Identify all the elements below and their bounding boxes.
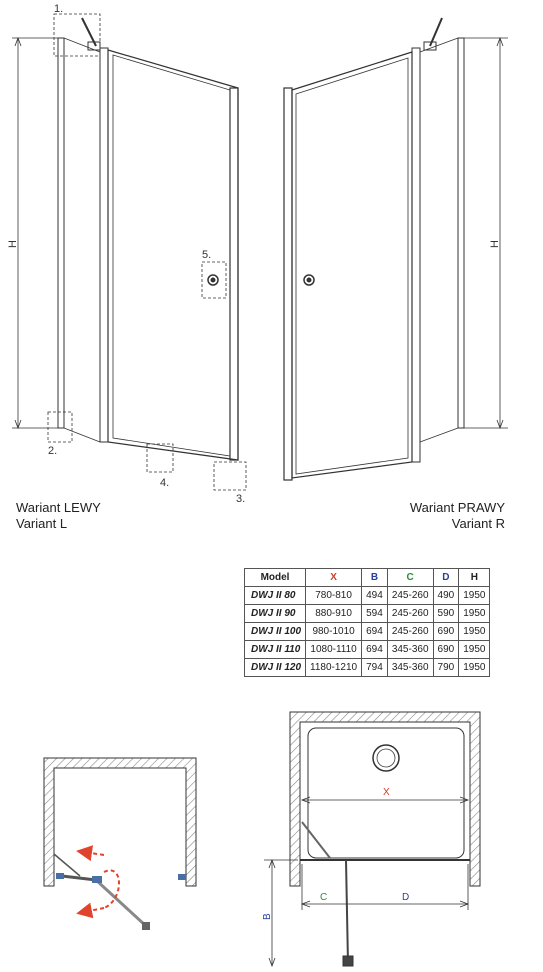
cell-model: DWJ II 110 — [245, 641, 306, 659]
cell-b: 694 — [362, 623, 388, 641]
dim-b: B — [262, 913, 273, 920]
table-row — [245, 641, 490, 659]
cell-x: 880-910 — [306, 605, 362, 623]
cell-h: 1950 — [459, 659, 490, 677]
left-variant-line1: Wariant LEWY — [16, 500, 101, 515]
callout-2: 2. — [48, 445, 58, 457]
cell-b: 694 — [362, 641, 388, 659]
cell-d: 490 — [433, 587, 459, 605]
dimensions-table — [244, 568, 490, 677]
cell-d: 690 — [433, 623, 459, 641]
cell-model: DWJ II 100 — [245, 623, 306, 641]
table-row — [245, 623, 490, 641]
cell-c: 245-260 — [387, 623, 433, 641]
header-b: B — [362, 569, 388, 587]
callout-3: 3. — [236, 493, 246, 505]
right-variant-line1: Wariant PRAWY — [409, 500, 505, 515]
cell-x: 1180-1210 — [306, 659, 362, 677]
cell-c: 245-260 — [387, 605, 433, 623]
dim-h-left: H — [7, 240, 19, 248]
left-variant-label — [16, 500, 101, 532]
dim-c: C — [320, 892, 328, 903]
cell-x: 980-1010 — [306, 623, 362, 641]
cell-h: 1950 — [459, 587, 490, 605]
header-c: C — [387, 569, 433, 587]
callout-4: 4. — [160, 477, 170, 489]
cell-model: DWJ II 80 — [245, 587, 306, 605]
cell-h: 1950 — [459, 623, 490, 641]
cell-b: 494 — [362, 587, 388, 605]
cell-x: 780-810 — [306, 587, 362, 605]
cell-h: 1950 — [459, 605, 490, 623]
cell-h: 1950 — [459, 641, 490, 659]
left-variant-line2: Variant L — [16, 516, 68, 531]
header-model: Model — [245, 569, 306, 587]
cell-d: 790 — [433, 659, 459, 677]
cell-c: 345-360 — [387, 641, 433, 659]
plan-swing-drawing — [44, 758, 196, 930]
cell-model: DWJ II 90 — [245, 605, 306, 623]
table-row — [245, 587, 490, 605]
dim-h-right: H — [489, 240, 501, 248]
cell-model: DWJ II 120 — [245, 659, 306, 677]
dim-d: D — [402, 892, 410, 903]
callout-5: 5. — [202, 249, 212, 261]
cell-c: 245-260 — [387, 587, 433, 605]
callout-1: 1. — [54, 3, 64, 15]
cell-c: 345-360 — [387, 659, 433, 677]
cell-b: 794 — [362, 659, 388, 677]
plan-dimension-drawing — [264, 712, 480, 966]
right-variant-drawing — [284, 18, 508, 480]
right-variant-label — [410, 500, 505, 532]
cell-x: 1080-1110 — [306, 641, 362, 659]
right-variant-line2: Variant R — [451, 516, 505, 531]
header-x: X — [306, 569, 362, 587]
table-row — [245, 605, 490, 623]
header-d: D — [433, 569, 459, 587]
table-header-row — [245, 569, 490, 587]
cell-b: 594 — [362, 605, 388, 623]
cell-d: 590 — [433, 605, 459, 623]
dim-x: X — [383, 787, 390, 798]
header-h: H — [459, 569, 490, 587]
cell-d: 690 — [433, 641, 459, 659]
table-row — [245, 659, 490, 677]
